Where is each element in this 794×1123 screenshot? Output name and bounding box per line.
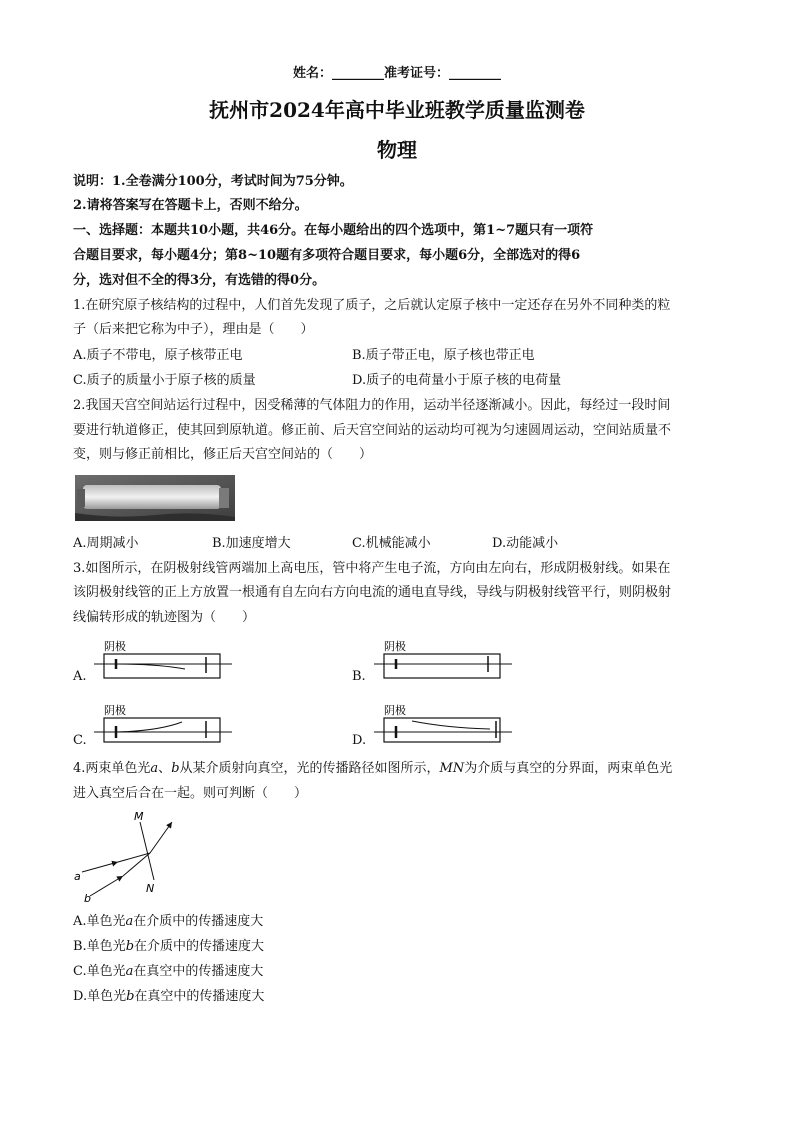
label-b: b xyxy=(84,892,91,905)
q3-option-a-diagram xyxy=(88,636,238,684)
q4-option-c: C.单色光a在真空中的传播速度大 xyxy=(73,964,264,979)
q1-option-c: C.质子的质量小于原子核的质量 xyxy=(73,373,256,388)
q4-option-a: A.单色光a在介质中的传播速度大 xyxy=(73,914,264,929)
q1-stem-line-2: 子（后来把它称为中子），理由是（ ） xyxy=(73,322,314,337)
cathode-label: 阴极 xyxy=(104,640,126,653)
q3-stem-line-1: 3.如图所示，在阴极射线管两端加上高电压，管中将产生电子流，方向由左向右，形成阴极射线。如果在 xyxy=(73,561,671,576)
q2-option-d: D.动能减小 xyxy=(492,536,559,551)
cathode-label: 阴极 xyxy=(104,704,126,717)
cathode-label: 阴极 xyxy=(384,640,406,653)
q4-option-b: B.单色光b在介质中的传播速度大 xyxy=(73,939,265,954)
q2-option-c: C.机械能减小 xyxy=(352,536,431,551)
q2-stem-line-2: 要进行轨道修正，使其回到原轨道。修正前、后天宫空间站的运动均可视为匀速圆周运动，空间站质量不 xyxy=(73,423,672,438)
cathode-label: 阴极 xyxy=(384,704,406,717)
q3-option-c-label: C. xyxy=(73,733,87,748)
q3-option-d-label: D. xyxy=(352,733,367,748)
space-station-photo xyxy=(75,475,235,521)
exam-title: 抚州市2024年高中毕业班教学质量监测卷 xyxy=(209,98,585,122)
section-heading-line-1: 一、选择题：本题共10小题，共46分。在每小题给出的四个选项中，第1~7题只有一项符 xyxy=(73,223,594,238)
label-a: a xyxy=(74,870,81,883)
q3-option-d-diagram xyxy=(368,700,518,748)
q1-option-b: B.质子带正电，原子核也带正电 xyxy=(352,348,535,363)
candidate-info-line xyxy=(0,64,794,84)
q1-option-d: D.质子的电荷量小于原子核的电荷量 xyxy=(352,373,562,388)
q4-stem-line-2: 进入真空后合在一起。则可判断（ ） xyxy=(73,786,308,801)
q4-stem-line-1: 4.两束单色光a、b从某介质射向真空，光的传播路径如图所示，MN为介质与真空的分界面，两束单色光 xyxy=(73,761,673,776)
note-2: 2.请将答案写在答题卡上，否则不给分。 xyxy=(73,198,308,213)
q1-option-a: A.质子不带电，原子核带正电 xyxy=(73,348,243,363)
refraction-diagram xyxy=(68,806,188,906)
q2-option-a: A.周期减小 xyxy=(73,536,139,551)
q2-stem-line-1: 2.我国天宫空间站运行过程中，因受稀薄的气体阻力的作用，运动半径逐渐减小。因此，每经过一段时间 xyxy=(73,398,671,413)
name-blank: ________ xyxy=(332,66,384,81)
q2-option-b: B.加速度增大 xyxy=(212,536,291,551)
label-m: M xyxy=(134,810,144,823)
id-blank: ________ xyxy=(449,66,502,81)
section-heading-line-3: 分，选对但不全的得3分，有选错的得0分。 xyxy=(73,273,326,288)
q1-stem-line-1: 1.在研究原子核结构的过程中，人们首先发现了质子，之后就认定原子核中一定还存在另外不同种类的粒 xyxy=(73,298,671,313)
id-label: 准考证号： xyxy=(384,66,450,81)
note-1: 说明：1.全卷满分100分，考试时间为75分钟。 xyxy=(73,174,353,189)
label-n: N xyxy=(146,882,155,895)
var-a: a xyxy=(150,761,159,776)
q3-option-c-diagram xyxy=(88,700,238,748)
var-b: b xyxy=(171,761,180,776)
name-label: 姓名： xyxy=(292,66,332,81)
section-heading-line-2: 合题目要求，每小题4分；第8~10题有多项符合题目要求，每小题6分，全部选对的得6 xyxy=(73,248,581,263)
q2-stem-line-3: 变，则与修正前相比，修正后天宫空间站的（ ） xyxy=(73,447,373,462)
var-mn: MN xyxy=(439,761,465,776)
q3-option-a-label: A. xyxy=(73,669,87,684)
q3-option-b-label: B. xyxy=(352,669,366,684)
q3-stem-line-3: 线偏转形成的轨迹图为（ ） xyxy=(73,610,256,625)
q3-option-b-diagram xyxy=(368,636,518,684)
subject-title: 物理 xyxy=(377,138,417,162)
q3-stem-line-2: 该阴极射线管的正上方放置一根通有自左向右方向电流的通电直导线，导线与阴极射线管平行，则阴极射 xyxy=(73,585,672,600)
q4-option-d: D.单色光b在真空中的传播速度大 xyxy=(73,989,265,1004)
